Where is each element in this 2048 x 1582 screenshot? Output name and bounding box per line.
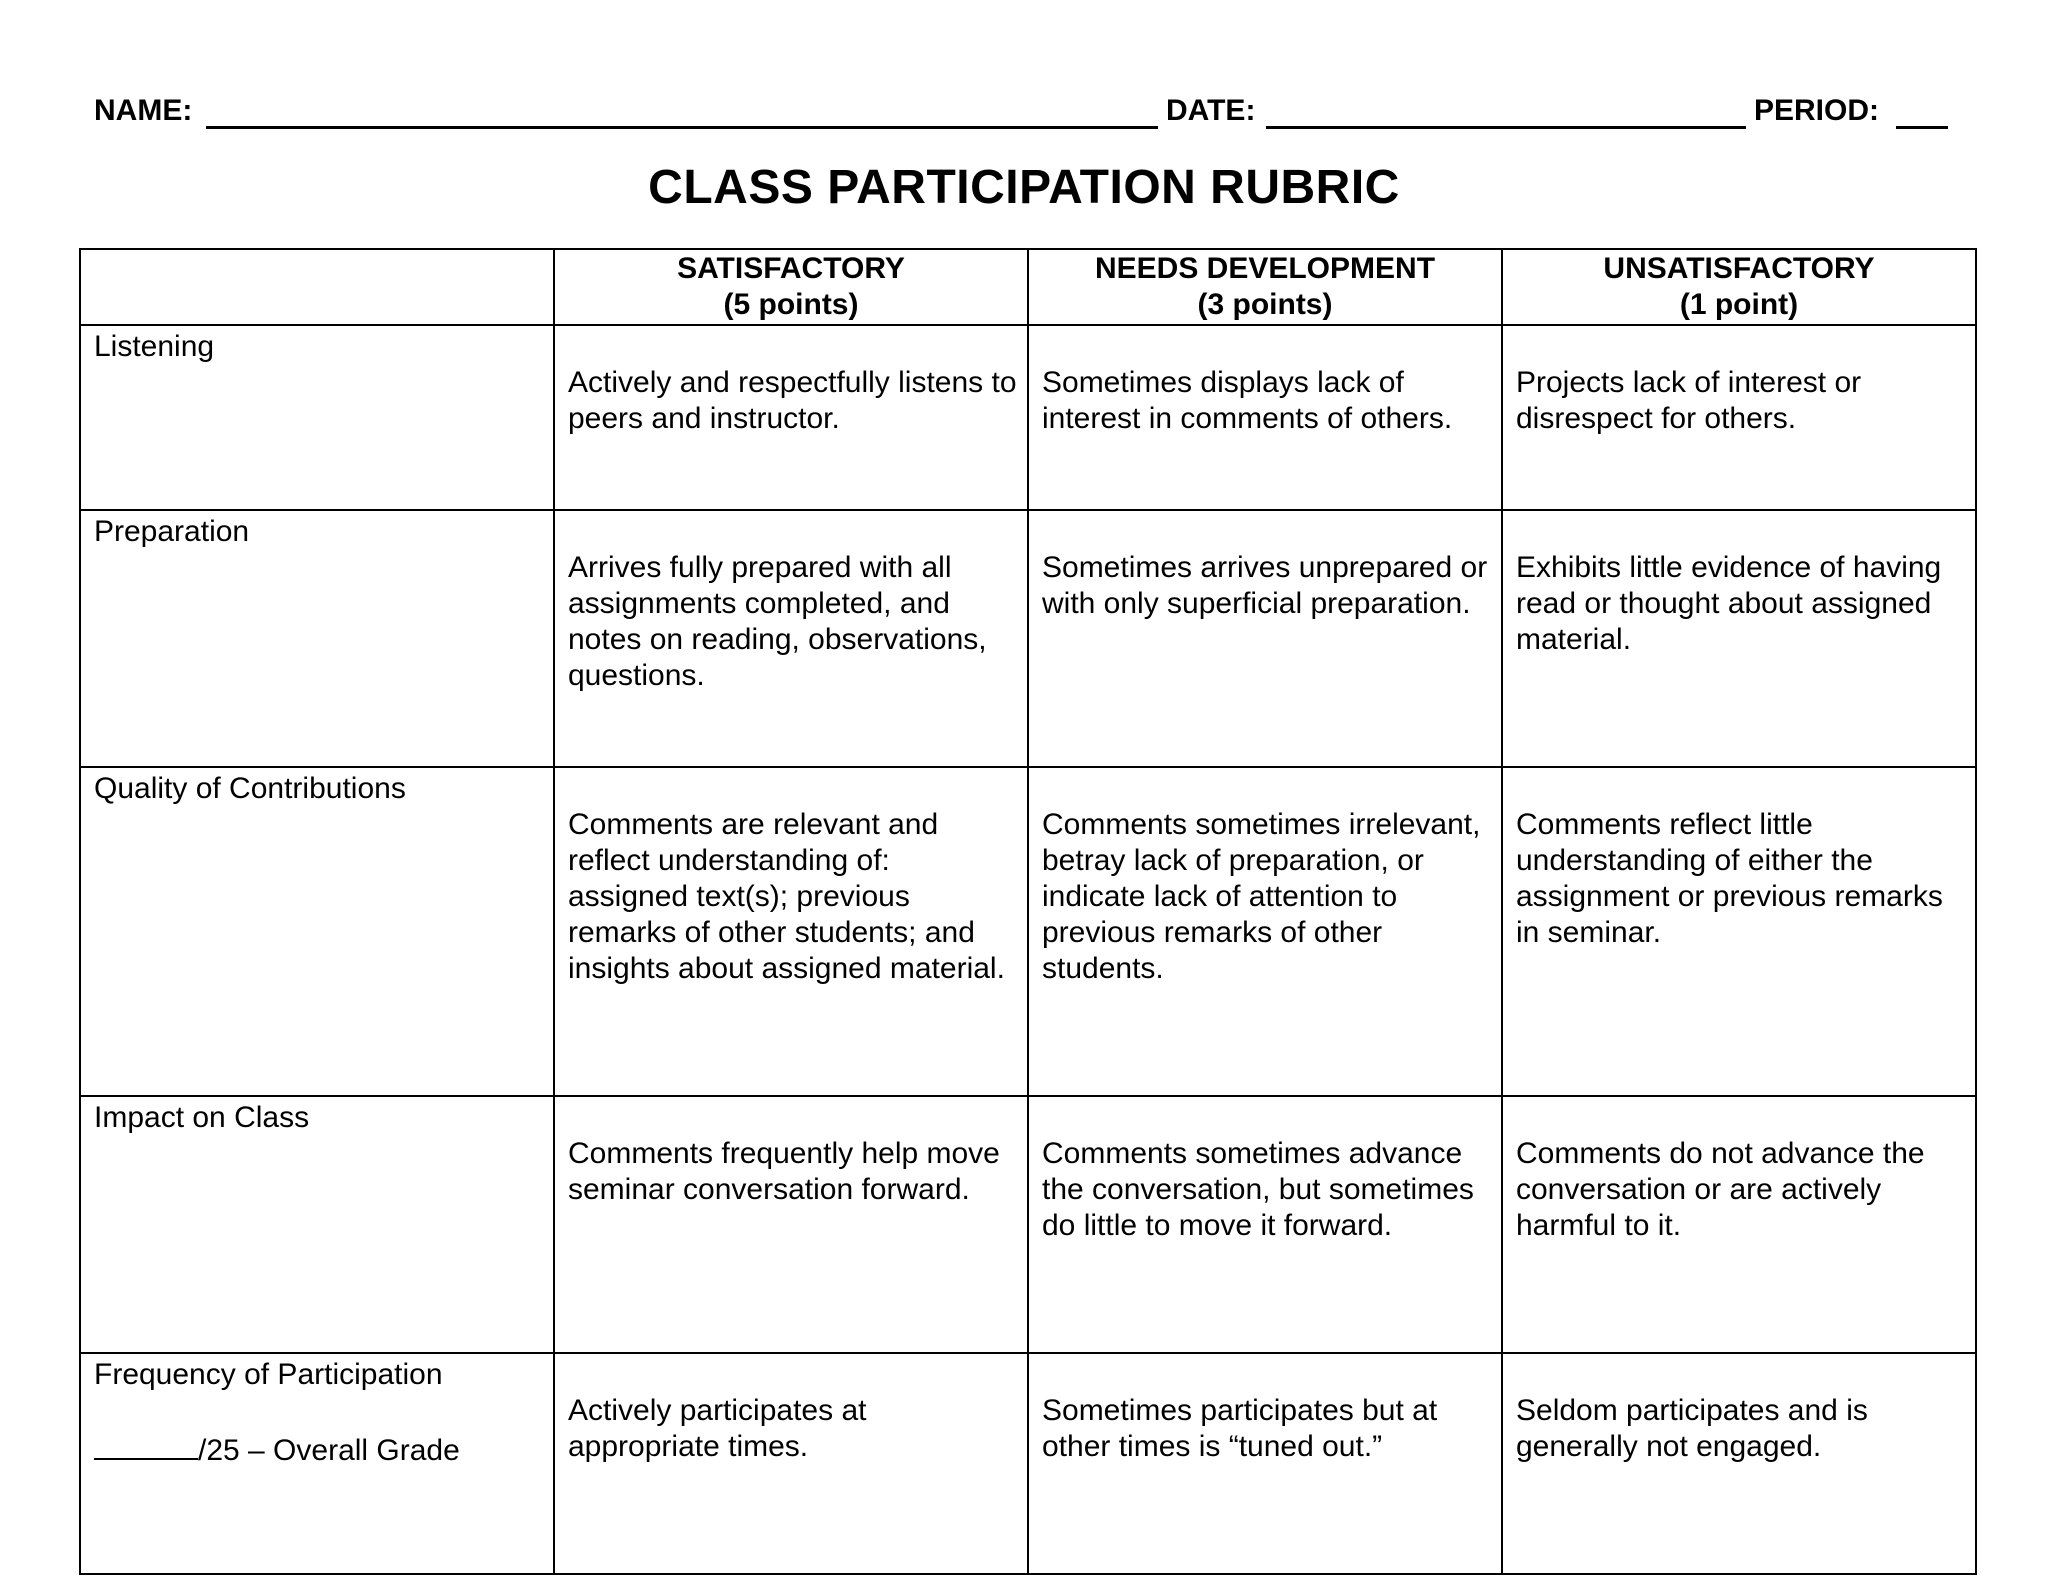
column-header-label: NEEDS DEVELOPMENT — [1094, 252, 1436, 285]
criteria-cell-needs-development: Sometimes arrives unprepared or with only superficial preparation. — [1028, 510, 1502, 767]
criteria-cell-unsatisfactory: Exhibits little evidence of having read or thought about assigned material. — [1502, 510, 1976, 767]
criteria-cell-needs-development: Sometimes displays lack of interest in comments of others. — [1028, 325, 1502, 510]
column-header-unsatisfactory — [1502, 249, 1976, 325]
criteria-cell-satisfactory: Arrives fully prepared with all assignments completed, and notes on reading, observations, questions. — [554, 510, 1028, 767]
column-header-label: UNSATISFACTORY — [1603, 252, 1875, 285]
period-blank[interactable] — [1896, 126, 1948, 129]
category-cell: Frequency of Participation — [80, 1353, 554, 1574]
criteria-cell-satisfactory: Actively and respectfully listens to peers and instructor. — [554, 325, 1028, 510]
rubric-row-quality-of-contributions — [80, 767, 1976, 1096]
criteria-cell-needs-development: Comments sometimes advance the conversation, but sometimes do little to move it forward. — [1028, 1096, 1502, 1353]
column-header-label: SATISFACTORY — [677, 252, 905, 285]
student-info-line — [94, 88, 1954, 136]
rubric-table — [79, 248, 1977, 1575]
column-header-points: (3 points) — [1197, 288, 1333, 321]
page-title: CLASS PARTICIPATION RUBRIC — [648, 161, 1400, 214]
criteria-cell-satisfactory: Comments are relevant and reflect understanding of: assigned text(s); previous remarks of other students; and insights about assigned material. — [554, 767, 1028, 1096]
column-header-satisfactory — [554, 249, 1028, 325]
criteria-cell-unsatisfactory: Comments do not advance the conversation or are actively harmful to it. — [1502, 1096, 1976, 1353]
overall-grade-label: /25 – Overall Grade — [198, 1434, 460, 1467]
criteria-cell-satisfactory: Comments frequently help move seminar conversation forward. — [554, 1096, 1028, 1353]
column-header-points: (5 points) — [723, 288, 859, 321]
overall-grade-line — [94, 1434, 460, 1468]
category-cell: Impact on Class — [80, 1096, 554, 1353]
category-cell: Listening — [80, 325, 554, 510]
criteria-cell-satisfactory: Actively participates at appropriate times. — [554, 1353, 1028, 1574]
category-cell: Preparation — [80, 510, 554, 767]
date-blank[interactable] — [1266, 126, 1746, 129]
rubric-header-row — [80, 249, 1976, 325]
criteria-cell-unsatisfactory: Seldom participates and is generally not engaged. — [1502, 1353, 1976, 1574]
category-cell: Quality of Contributions — [80, 767, 554, 1096]
grade-blank[interactable] — [94, 1434, 198, 1460]
name-label: NAME: — [94, 94, 193, 127]
column-header-points: (1 point) — [1679, 288, 1799, 321]
rubric-row-impact-on-class — [80, 1096, 1976, 1353]
rubric-row-listening — [80, 325, 1976, 510]
criteria-cell-unsatisfactory: Comments reflect little understanding of either the assignment or previous remarks in seminar. — [1502, 767, 1976, 1096]
criteria-cell-unsatisfactory: Projects lack of interest or disrespect for others. — [1502, 325, 1976, 510]
column-header-needs-development — [1028, 249, 1502, 325]
period-label: PERIOD: — [1754, 94, 1880, 127]
name-blank[interactable] — [206, 126, 1158, 129]
rubric-row-preparation — [80, 510, 1976, 767]
corner-header-cell — [80, 249, 554, 325]
criteria-cell-needs-development: Comments sometimes irrelevant, betray lack of preparation, or indicate lack of attention to previous remarks of other students. — [1028, 767, 1502, 1096]
criteria-cell-needs-development: Sometimes participates but at other times is “tuned out.” — [1028, 1353, 1502, 1574]
date-label: DATE: — [1166, 94, 1256, 127]
